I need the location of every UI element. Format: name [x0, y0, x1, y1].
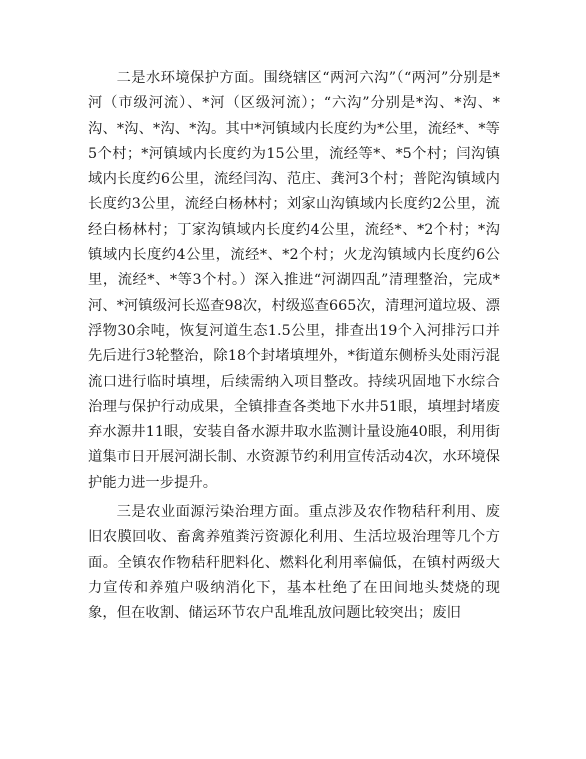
document-page: [88, 66, 500, 627]
paragraph-water-protection: 二是水环境保护方面。围绕辖区“两河六沟”（“两河”分别是*河（市级河流）、*河（区级河流）；“六沟”分别是*沟、*沟、*沟、*沟、*沟、*沟。其中*河镇域内长度约为*公里，流经*、*等5个村；*河镇域内长度约为15公里，流经等*、*5个村；闫沟镇域内长度约6公里，流经闫沟、范庄、龚河3个村；普陀沟镇域内长度约3公里，流经白杨林村；刘家山沟镇域内长度约2公里，流经白杨林村；丁家沟镇域内长度约4公里，流经*、*2个村；*沟镇域内长度约4公里，流经*、*2个村；火龙沟镇域内长度约6公里，流经*、*等3个村。）深入推进“河湖四乱”清理整治，完成*河、*河镇级河长巡查98次，村级巡查665次，清理河道垃圾、漂浮物30余吨，恢复河道生态1.5公里，排查出19个入河排污口并先后进行3轮整治，除18个封堵填埋外，*街道东侧桥头处雨污混流口进行临时填埋，后续需纳入项目整改。持续巩固地下水综合治理与保护行动成果，全镇排查各类地下水井51眼，填埋封堵废弃水源井11眼，安装自备水源井取水监测计量设施40眼，利用街道集市日开展河湖长制、水资源节约利用宣传活动4次，水环境保护能力进一步提升。: [88, 70, 500, 491]
paragraph-agricultural-pollution: 三是农业面源污染治理方面。重点涉及农作物秸秆利用、废旧农膜回收、畜禽养殖粪污资源化利用、生活垃圾治理等几个方面。全镇农作物秸秆肥料化、燃料化利用率偏低，在镇村两级大力宣传和养殖户吸纳消化下，基本杜绝了在田间地头焚烧的现象，但在收割、储运环节农户乱堆乱放问题比较突出；废旧: [88, 504, 500, 622]
